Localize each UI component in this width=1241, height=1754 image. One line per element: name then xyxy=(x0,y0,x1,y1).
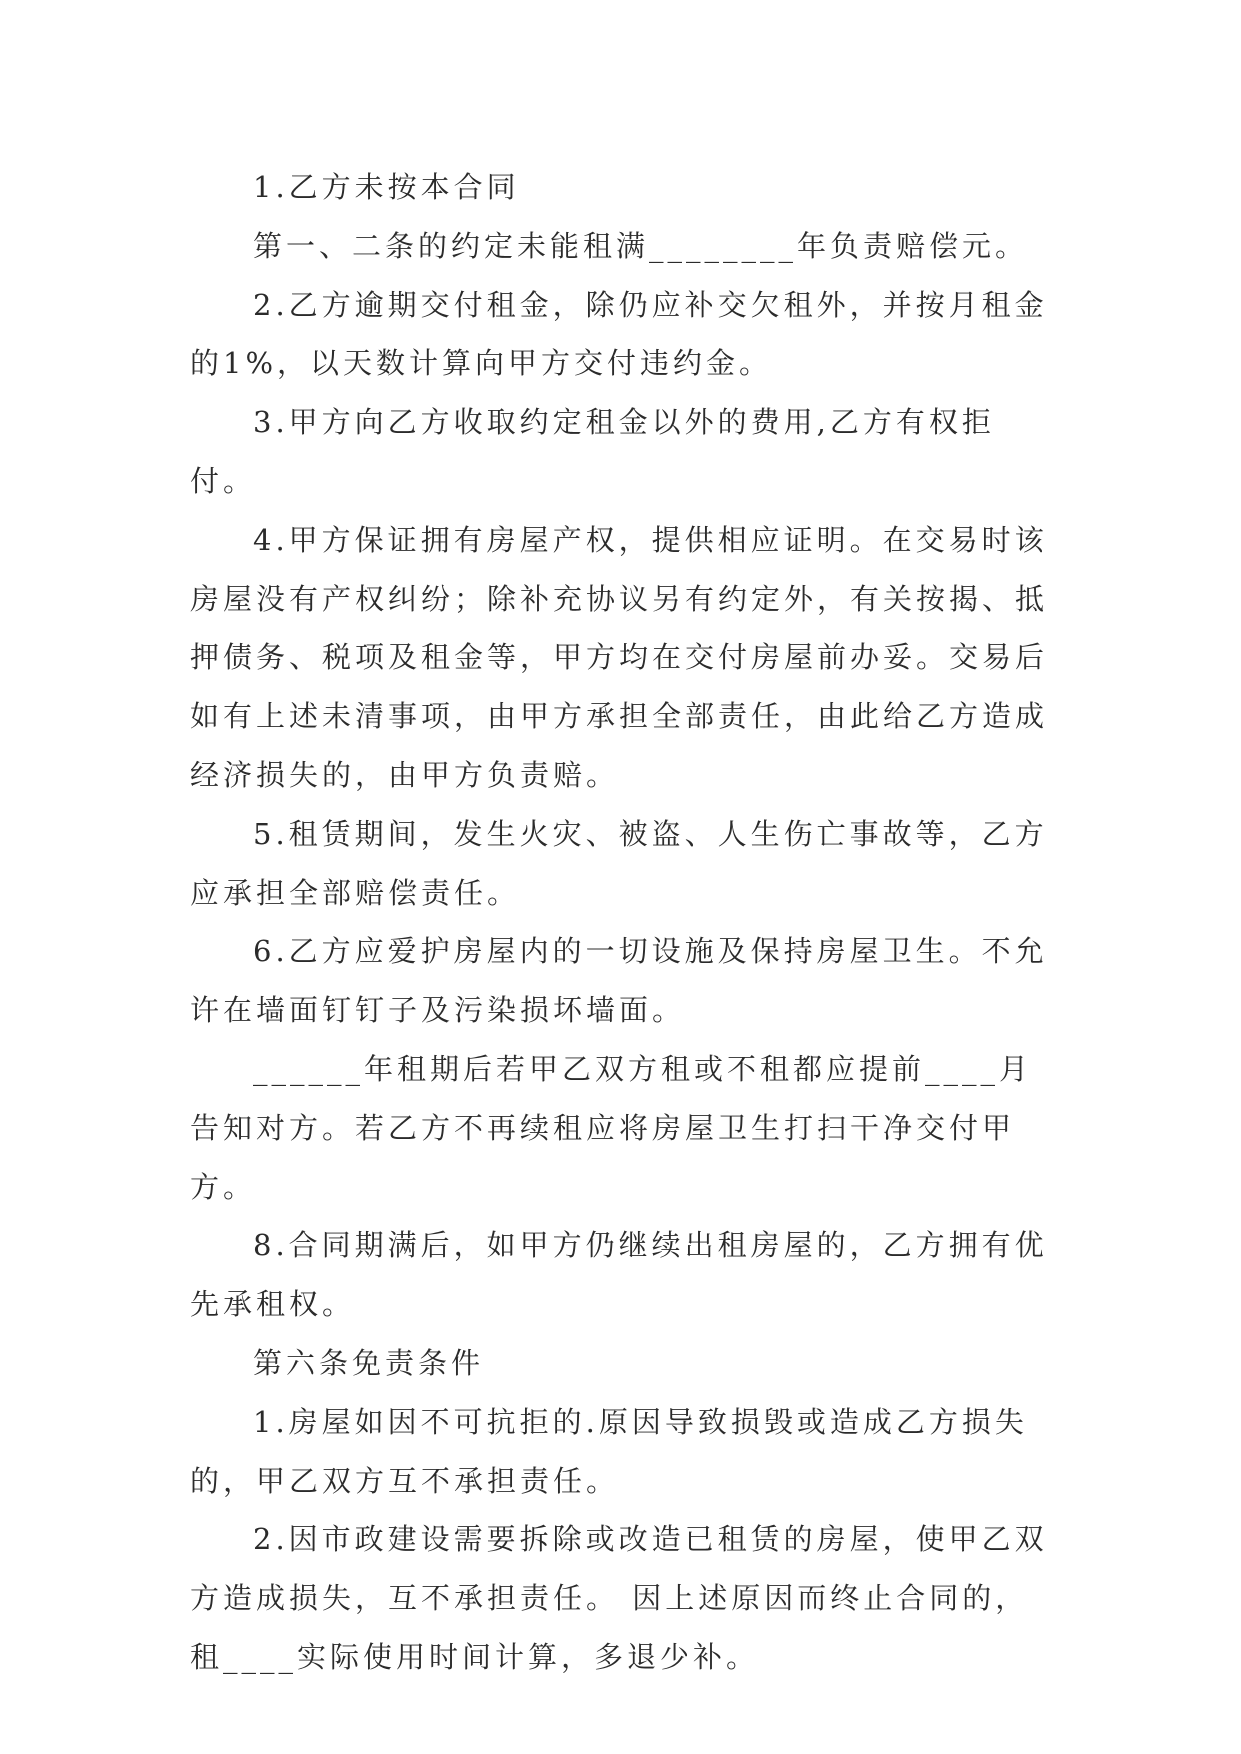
paragraph-notice-period: ______年租期后若甲乙双方租或不租都应提前____月告知对方。若乙方不再续租应将房屋卫生打扫干净交付甲方。 xyxy=(190,1051,1033,1204)
paragraph-rent-term: 第一、二条的约定未能租满________年负责赔偿元。 xyxy=(253,228,1029,263)
paragraph-exemption-2: 2.因市政建设需要拆除或改造已租赁的房屋，使甲乙双方造成损失，互不承担责任。 因上述原因而终止合同的，租____实际使用时间计算，多退少补。 xyxy=(190,1522,1048,1674)
paragraph-clause-2: 2.乙方逾期交付租金，除仍应补交欠租外，并按月租金的1%，以天数计算向甲方交付违约金。 xyxy=(190,287,1048,381)
paragraph-clause-5: 5.租赁期间，发生火灾、被盗、人生伤亡事故等，乙方应承担全部赔偿责任。 xyxy=(190,816,1048,910)
section-heading-exemption: 第六条免责条件 xyxy=(253,1345,485,1380)
paragraph-exemption-1: 1.房屋如因不可抗拒的.原因导致损毁或造成乙方损失的，甲乙双方互不承担责任。 xyxy=(190,1404,1028,1498)
paragraph-clause-4: 4.甲方保证拥有房屋产权，提供相应证明。在交易时该房屋没有产权纠纷；除补充协议另有约定外，有关按揭、抵押债务、税项及租金等，甲方均在交付房屋前办妥。交易后如有上述未清事项，由甲方承担全部责任，由此给乙方造成经济损失的，由甲方负责赔。 xyxy=(190,522,1049,792)
paragraph-clause-6: 6.乙方应爱护房屋内的一切设施及保持房屋卫生。不允许在墙面钉钉子及污染损坏墙面。 xyxy=(190,934,1048,1028)
document-body xyxy=(190,158,1052,1687)
paragraph-clause-1: 1.乙方未按本合同 xyxy=(253,170,520,204)
paragraph-clause-8: 8.合同期满后，如甲方仍继续出租房屋的，乙方拥有优先承租权。 xyxy=(190,1228,1048,1322)
paragraph-clause-3: 3.甲方向乙方收取约定租金以外的费用,乙方有权拒付。 xyxy=(190,405,995,498)
